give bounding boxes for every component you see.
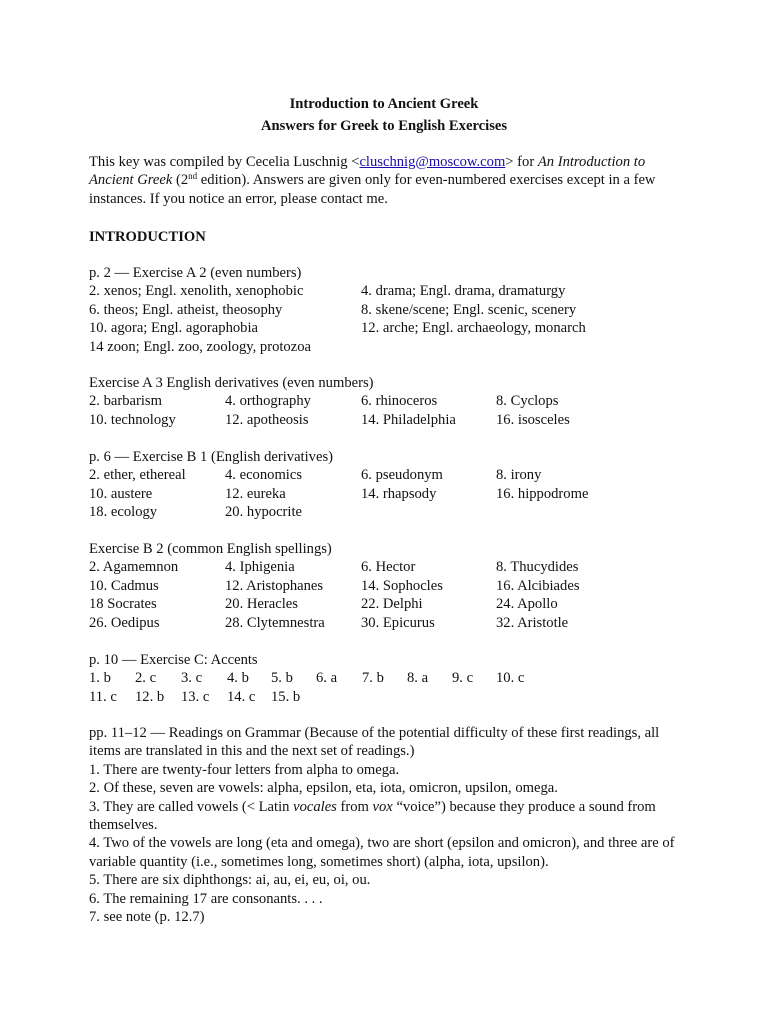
list-item: [89, 558, 689, 576]
answer: 20. Heracles: [225, 596, 298, 613]
answer: 8. skene/scene; Engl. scenic, scenery: [361, 301, 577, 318]
list-item: [89, 798, 679, 835]
list-item: [89, 319, 689, 337]
list-item: 2. Of these, seven are vowels: alpha, epsilon, eta, iota, omicron, upsilon, omega.: [89, 780, 558, 797]
list-item: 7. see note (p. 12.7): [89, 909, 205, 926]
answer: 12. Aristophanes: [225, 577, 324, 594]
document-subtitle: Answers for Greek to English Exercises: [260, 118, 508, 134]
answer: 28. Clytemnestra: [225, 614, 325, 631]
exercise-b1-caption: p. 6 — Exercise B 1 (English derivatives): [89, 449, 333, 465]
list-item: [89, 301, 689, 319]
list-item: [89, 485, 689, 503]
answer: 8. a: [407, 670, 429, 687]
answer: 12. b: [135, 688, 165, 705]
answer: 4. b: [227, 670, 249, 687]
answer: 20. hypocrite: [225, 504, 303, 521]
list-item: 1. There are twenty-four letters from alpha to omega.: [89, 761, 400, 778]
answer: 10. technology: [89, 411, 176, 428]
answer: 32. Aristotle: [496, 614, 569, 631]
exercise-a3: [89, 374, 689, 429]
list-item: 5. There are six diphthongs: ai, au, ei, eu, oi, ou.: [89, 872, 371, 889]
exercise-b1: [89, 448, 689, 522]
book-title: An Introduction to Ancient Greek: [89, 154, 646, 189]
exercise-c-caption: p. 10 — Exercise C: Accents: [89, 652, 258, 668]
answer: 24. Apollo: [496, 596, 558, 613]
intro-text-2: > for: [505, 154, 538, 170]
list-item: [89, 392, 689, 410]
answer: 10. austere: [89, 485, 153, 502]
answer: 6. rhinoceros: [361, 393, 438, 410]
answer: 6. pseudonym: [361, 467, 443, 484]
intro-paragraph: [89, 153, 679, 208]
readings-caption: pp. 11–12 — Readings on Grammar (Because of the potential difficulty of these first readings, all items are translated in this and the next set of readings.): [89, 725, 660, 760]
exercise-a2-caption: p. 2 — Exercise A 2 (even numbers): [89, 265, 302, 281]
reading-text: 3. They are called vowels (< Latin: [89, 798, 294, 815]
list-item: [89, 577, 689, 595]
exercise-c: [89, 651, 689, 706]
answer: 10. c: [496, 670, 525, 687]
answer: 8. irony: [496, 467, 542, 484]
readings-on-grammar: [89, 724, 679, 926]
answer: 9. c: [452, 670, 474, 687]
answer: 14 zoon; Engl. zoo, zoology, protozoa: [89, 338, 311, 355]
answer: 22. Delphi: [361, 596, 423, 613]
answer: 1. b: [89, 670, 111, 687]
answer: 4. drama; Engl. drama, dramaturgy: [361, 283, 566, 300]
answer: 5. b: [271, 670, 293, 687]
latin-word: vocales: [293, 798, 337, 815]
latin-word: vox: [372, 798, 393, 815]
edition-superscript: nd: [188, 171, 198, 182]
answer: 10. Cadmus: [89, 577, 159, 594]
list-item: 6. The remaining 17 are consonants. . . .: [89, 890, 323, 907]
list-item: [89, 595, 689, 613]
list-item: [89, 503, 689, 521]
answer: 14. Philadelphia: [361, 411, 456, 428]
answer: 30. Epicurus: [361, 614, 435, 631]
list-item: [89, 466, 689, 484]
list-item: [89, 338, 689, 356]
intro-text-4: edition). Answers are given only for even-numbered exercises except in a few instances. If you notice an error, please contact me.: [89, 172, 656, 207]
intro-text-3: (2: [172, 172, 189, 189]
list-item: [89, 614, 689, 632]
exercise-a3-caption: Exercise A 3 English derivatives (even numbers): [89, 375, 374, 391]
answer: 16. isosceles: [496, 411, 570, 428]
answer: 2. xenos; Engl. xenolith, xenophobic: [89, 283, 304, 300]
exercise-b2: [89, 540, 689, 632]
answer: 26. Oedipus: [89, 614, 160, 631]
answer: 4. orthography: [225, 393, 311, 410]
answer: 6. a: [316, 670, 338, 687]
answer: 4. Iphigenia: [225, 559, 295, 576]
email-link[interactable]: cluschnig@moscow.com: [359, 154, 506, 170]
exercise-a2: [89, 264, 689, 356]
intro-text-1: This key was compiled by Cecelia Luschnig <: [89, 154, 360, 170]
answer: 16. hippodrome: [496, 485, 589, 502]
document-title: Introduction to Ancient Greek: [289, 96, 479, 112]
answer: 2. Agamemnon: [89, 559, 179, 576]
answer: 4. economics: [225, 467, 303, 484]
exercise-b2-caption: Exercise B 2 (common English spellings): [89, 541, 332, 557]
answer: 6. theos; Engl. atheist, theosophy: [89, 301, 283, 318]
answer: 12. eureka: [225, 485, 286, 502]
reading-text: from: [336, 798, 373, 815]
list-item: 4. Two of the vowels are long (eta and omega), two are short (epsilon and omicron), and three are of variable quantity (i.e., sometimes long, sometimes short) (alpha, iota, upsilon).: [89, 835, 675, 870]
reading-text: “voice”) because they produce a sound from themselves.: [89, 798, 656, 834]
answer: 13. c: [181, 688, 210, 705]
answer: 6. Hector: [361, 559, 416, 576]
list-item: [89, 282, 689, 300]
answer: 7. b: [362, 670, 384, 687]
answer: 18. ecology: [89, 504, 158, 521]
answer: 3. c: [181, 670, 203, 687]
answer: 11. c: [89, 688, 117, 705]
answer: 12. apotheosis: [225, 411, 309, 428]
answer: 8. Cyclops: [496, 393, 559, 410]
answer: 14. rhapsody: [361, 485, 437, 502]
answer: 10. agora; Engl. agoraphobia: [89, 320, 258, 337]
answer: 16. Alcibiades: [496, 577, 580, 594]
answer: 2. c: [135, 670, 157, 687]
answer: 14. Sophocles: [361, 577, 443, 594]
answer: 18 Socrates: [89, 596, 157, 613]
answer: 14. c: [227, 688, 256, 705]
section-heading: INTRODUCTION: [89, 229, 206, 245]
list-item: [89, 688, 689, 706]
list-item: [89, 411, 689, 429]
answer: 2. barbarism: [89, 393, 162, 410]
list-item: [89, 669, 689, 687]
answer: 8. Thucydides: [496, 559, 579, 576]
answer: 2. ether, ethereal: [89, 467, 186, 484]
answer: 15. b: [271, 688, 301, 705]
answer: 12. arche; Engl. archaeology, monarch: [361, 320, 586, 337]
